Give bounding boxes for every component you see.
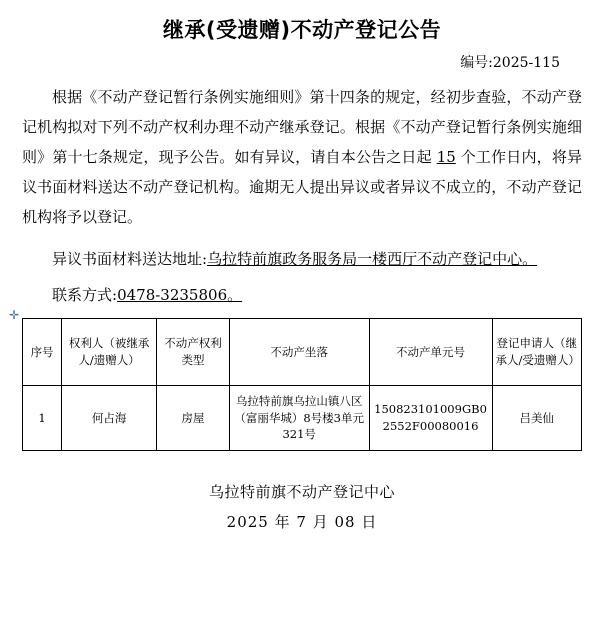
registration-table [22, 318, 582, 451]
address-lead: 异议书面材料送达地址: [52, 250, 208, 268]
contact-label: 联系方式: [52, 286, 118, 304]
column-header-unit-number: 不动产单元号 [369, 319, 492, 386]
paragraph-main [22, 82, 582, 232]
column-header-applicant: 登记申请人（继承人/受遗赠人） [492, 319, 581, 386]
cell-right-type: 房屋 [157, 386, 230, 451]
contact-value: 0478-3235806。 [117, 286, 243, 304]
page-title: 继承(受遗赠)不动产登记公告 [162, 18, 442, 42]
paragraph-main-part1: 根据《不动产登记暂行条例实施细则》第十四条的规定，经初步查验，不动产登记机构拟对下列不动产权利办理不动产继承登记。根据《不动产登记暂行条例实施细则》第十七条规定，现予公告。如有异议，请自本公告之日起 [22, 88, 582, 166]
column-header-right-type: 不动产权利类型 [157, 319, 230, 386]
registration-table-wrapper [8, 308, 582, 451]
announcement-page [0, 14, 604, 635]
table-corner-marker-icon: ✛ [8, 308, 20, 322]
cell-index: 1 [23, 386, 62, 451]
cell-unit-number: 150823101009GB02552F00080016 [369, 386, 492, 451]
cell-location: 乌拉特前旗乌拉山镇八区（富丽华城）8号楼3单元321号 [229, 386, 369, 451]
paragraph-address [22, 244, 582, 274]
cell-rights-holder: 何占海 [62, 386, 157, 451]
cell-applicant: 吕美仙 [492, 386, 581, 451]
paragraph-contact [22, 280, 582, 310]
column-header-location: 不动产坐落 [229, 319, 369, 386]
document-number: 编号:2025-115 [460, 55, 560, 71]
issuer-name: 乌拉特前旗不动产登记中心 [208, 483, 395, 501]
paragraph-main-part2: 个工作日内，将异议书面材料送达不动产登记机构。逾期无人提出异议或者异议不成立的，不动产登记机构将予以登记。 [22, 148, 582, 226]
table-row [23, 386, 582, 451]
paragraph-spacer [22, 234, 582, 244]
footer [22, 477, 582, 537]
table-header-row [23, 319, 582, 386]
objection-days: 15 [436, 148, 456, 166]
column-header-rights-holder: 权利人（被继承人/遗赠人） [62, 319, 157, 386]
issue-date: 2025 年 7 月 08 日 [226, 513, 378, 531]
column-header-index: 序号 [23, 319, 62, 386]
address-value: 乌拉特前旗政务服务局一楼西厅不动产登记中心。 [207, 250, 538, 268]
